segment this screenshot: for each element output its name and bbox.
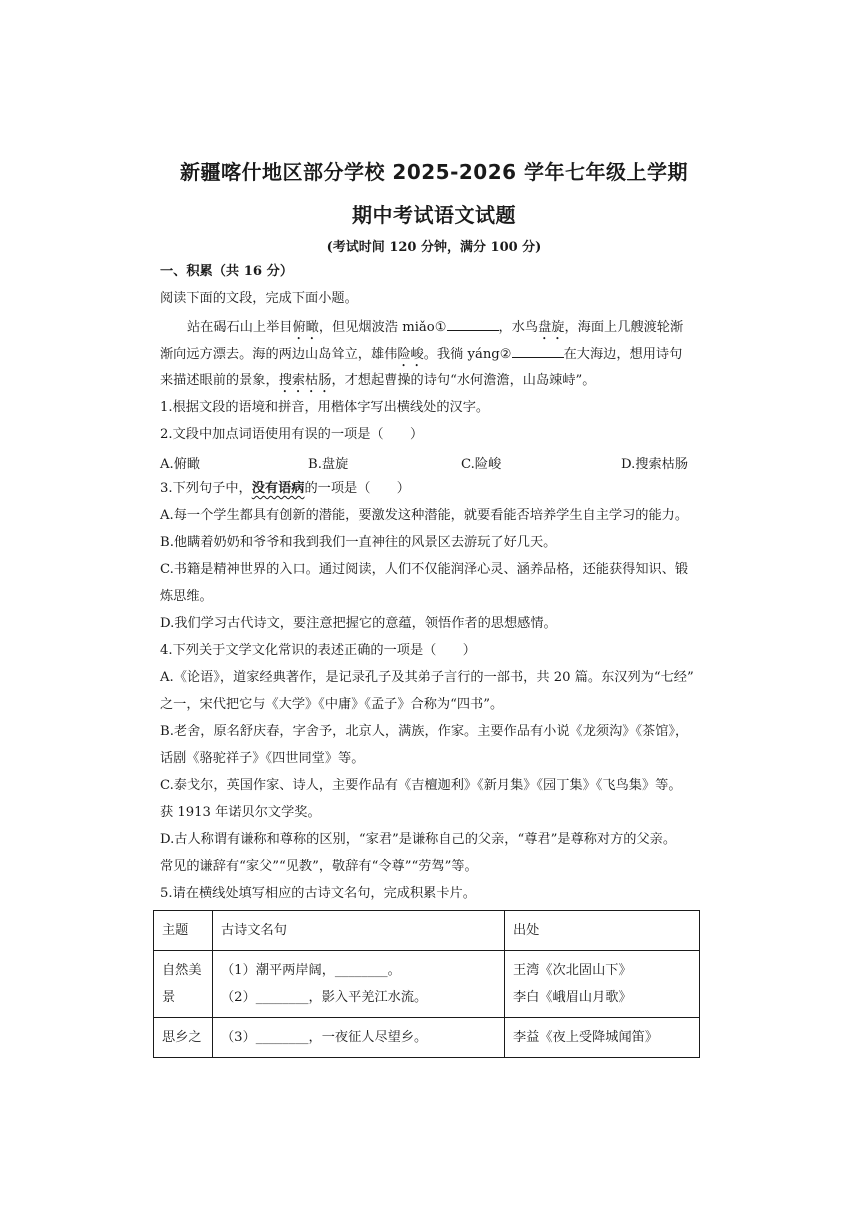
verse-cell	[213, 951, 505, 1018]
header-theme: 主题	[154, 911, 213, 951]
q4-option-a-line2[interactable]: 之一，宋代把它与《大学》《中庸》《孟子》合称为“四书”。	[160, 697, 504, 712]
question-4-stem: 4.下列关于文学文化常识的表述正确的一项是（ ）	[160, 643, 476, 658]
blank-1[interactable]	[447, 318, 499, 331]
table-header-row	[154, 911, 700, 951]
q4-option-d-line1[interactable]: D.古人称谓有谦称和尊称的区别，“家君”是谦称自己的父亲，“尊君”是尊称对方的父亲。	[160, 832, 677, 847]
source-cell	[505, 1018, 700, 1058]
q3-option-a[interactable]: A.每一个学生都具有创新的潜能，要激发这种潜能，就要看能否培养学生自主学习的能力。	[160, 508, 689, 523]
passage-text: ，海面上几艘渡轮渐	[564, 320, 684, 335]
theme-cell: 自然美景	[154, 951, 213, 1018]
question-1: 1.根据文段的语境和拼音，用楷体字写出横线处的汉字。	[160, 400, 490, 415]
q2-option-d[interactable]: D.搜索枯肠	[621, 457, 689, 472]
q4-option-c-line2[interactable]: 获 1913 年诺贝尔文学奖。	[160, 805, 321, 820]
q4-option-d-line2[interactable]: 常见的谦辞有“家父”“见教”，敬辞有“令尊”“劳驾”等。	[160, 859, 478, 874]
source-3: 李益《夜上受降城闻笛》	[513, 1030, 659, 1045]
exam-title-line1: 新疆喀什地区部分学校 2025-2026 学年七年级上学期	[179, 160, 689, 184]
q4-option-c-line1[interactable]: C.泰戈尔，英国作家、诗人，主要作品有《吉檀迦利》《新月集》《园丁集》《飞鸟集》等。	[160, 778, 682, 793]
q3-option-c-line2[interactable]: 炼思维。	[160, 589, 213, 604]
passage-line-1	[187, 318, 717, 343]
exam-title-line2: 期中考试语文试题	[352, 203, 516, 227]
section-heading: 一、积累（共 16 分）	[160, 264, 294, 279]
passage-text: ，但见烟波浩 miǎo①	[318, 320, 447, 335]
exam-info: (考试时间 120 分钟，满分 100 分)	[326, 240, 542, 255]
verse-cell	[213, 1018, 505, 1058]
passage-line-2	[160, 345, 716, 370]
table-row	[154, 1018, 700, 1058]
verse-line-2[interactable]: （2）________，影入平羌江水流。	[221, 990, 428, 1005]
passage-text: 来描述眼前的景象，	[160, 373, 279, 388]
source-1: 王湾《次北固山下》	[513, 963, 632, 978]
q2-option-b[interactable]: B.盘旋	[308, 457, 349, 472]
verse-line-3[interactable]: （3）________，一夜征人尽望乡。	[221, 1030, 428, 1045]
passage-text: 在大海边，想用诗句	[563, 347, 683, 362]
source-cell	[505, 951, 700, 1018]
q3-option-b[interactable]: B.他瞒着奶奶和爷爷和我到我们一直神往的风景区去游玩了好几天。	[160, 535, 557, 550]
passage-text: ，才想起曹操的诗句“水何澹澹，山岛竦峙”。	[331, 373, 596, 388]
q3-stem-text: 3.下列句子中，	[160, 481, 252, 496]
question-2-stem: 2.文段中加点词语使用有误的一项是（ ）	[160, 427, 424, 442]
passage-text: 渐向远方漂去。海的两边山岛耸立，雄伟	[160, 347, 398, 362]
q4-option-b-line1[interactable]: B.老舍，原名舒庆春，字舍予，北京人，满族，作家。主要作品有小说《龙须沟》《茶馆》，	[160, 724, 689, 739]
header-source: 出处	[505, 911, 700, 951]
table-row	[154, 951, 700, 1018]
q4-option-b-line2[interactable]: 话剧《骆驼祥子》《四世同堂》等。	[160, 751, 365, 766]
passage-text: ，水鸟	[498, 320, 539, 335]
dotted-word-xianjun: 险峻	[397, 347, 424, 362]
passage-instruction: 阅读下面的文段，完成下面小题。	[160, 291, 358, 306]
q4-option-a-line1[interactable]: A.《论语》，道家经典著作，是记录孔子及其弟子言行的一部书，共 20 篇。东汉列为“七经”	[160, 670, 694, 685]
verse-line-1[interactable]: （1）潮平两岸阔，________。	[221, 963, 401, 978]
dotted-word-sousuokuchang: 搜索枯肠	[278, 373, 332, 388]
passage-text: 。我徜 yáng②	[423, 347, 512, 362]
blank-2[interactable]	[512, 345, 564, 358]
q3-stem-text: 的一项是（ ）	[304, 481, 410, 496]
header-verse: 古诗文名句	[213, 911, 505, 951]
q2-option-a[interactable]: A.俯瞰	[160, 457, 201, 472]
accumulation-card-table	[153, 910, 700, 1058]
dotted-word-panxuan: 盘旋	[538, 320, 565, 335]
passage-text: 站在碣石山上举目	[187, 320, 293, 335]
theme-cell: 思乡之	[154, 1018, 213, 1058]
q2-option-c[interactable]: C.险峻	[461, 457, 502, 472]
dotted-word-fukan: 俯瞰	[292, 320, 319, 335]
passage-line-3	[160, 372, 716, 396]
question-5-stem: 5.请在横线处填写相应的古诗文名句，完成积累卡片。	[160, 886, 476, 901]
question-3-stem	[160, 480, 716, 498]
q3-option-d[interactable]: D.我们学习古代诗文，要注意把握它的意蕴，领悟作者的思想感情。	[160, 616, 557, 631]
source-2: 李白《峨眉山月歌》	[513, 990, 632, 1005]
q3-emphasis: 没有语病	[251, 481, 305, 496]
q3-option-c-line1[interactable]: C.书籍是精神世界的入口。通过阅读，人们不仅能润泽心灵、涵养品格，还能获得知识、锻	[160, 562, 689, 577]
